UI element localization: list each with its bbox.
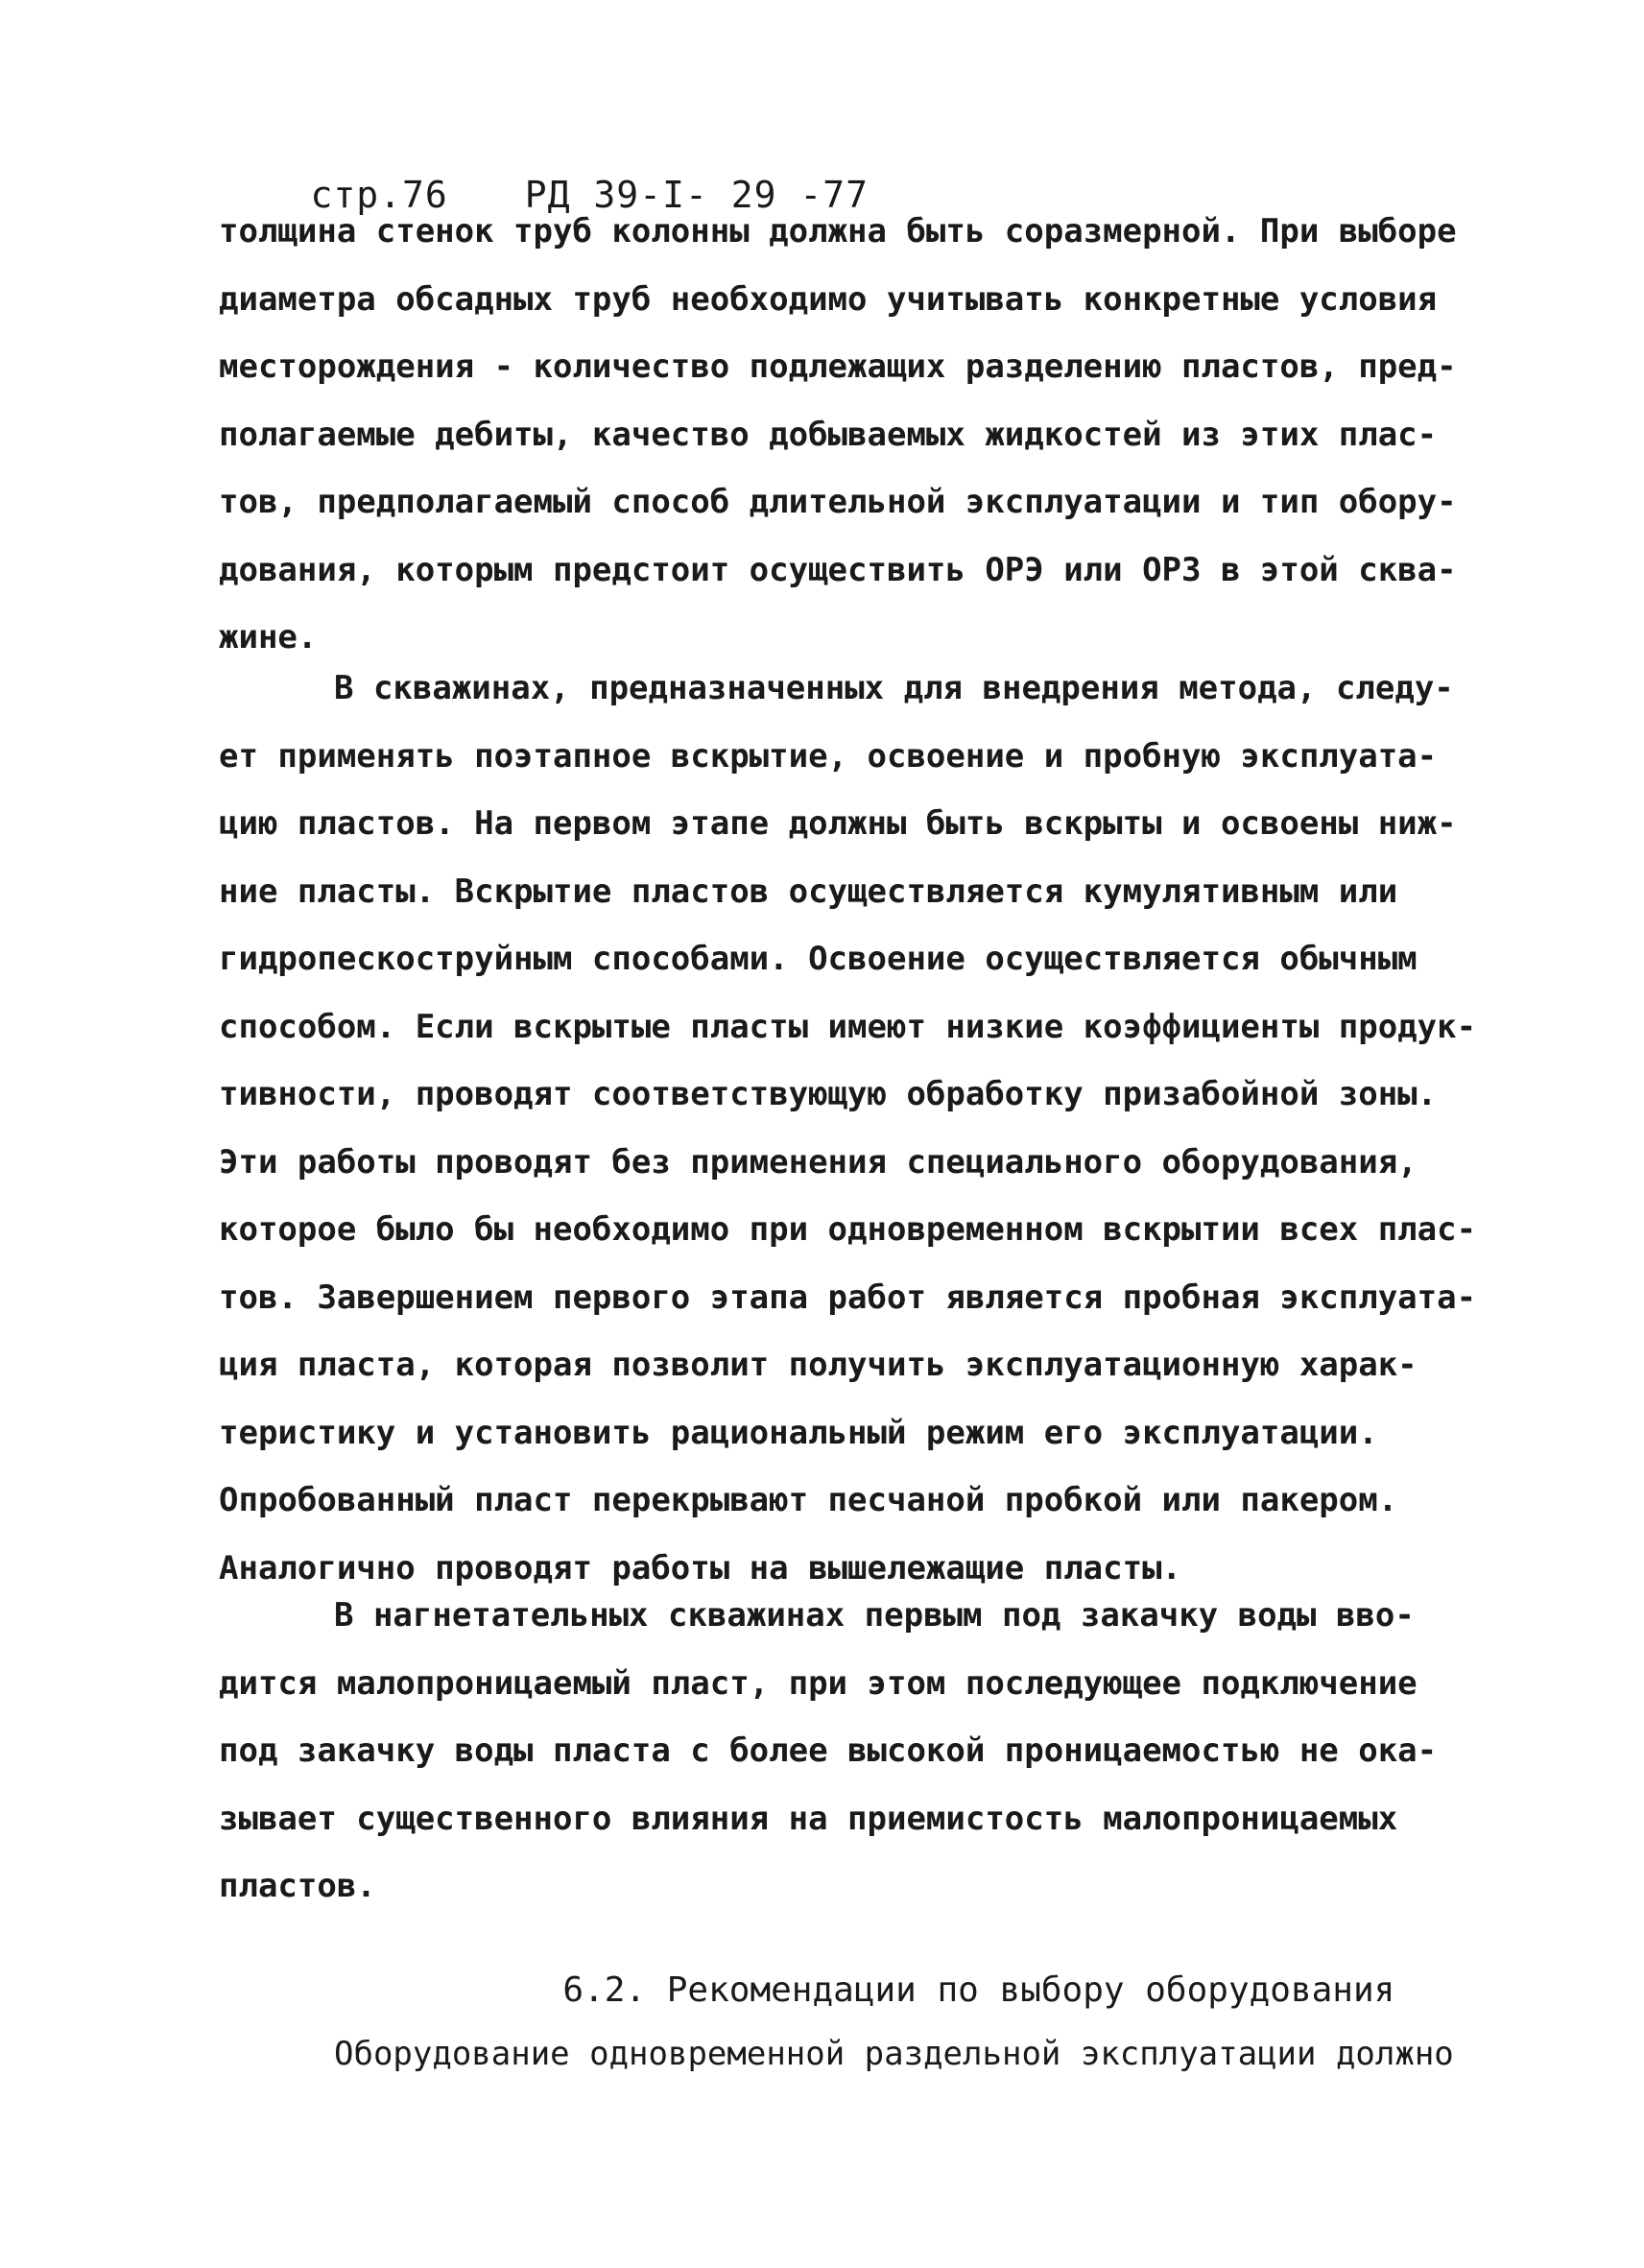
paragraph-2 [219, 655, 1476, 1602]
text-line: Аналогично проводят работы на вышележащие пласты. [219, 1548, 1182, 1588]
text-line: ция пласта, которая позволит получить эксплуатационную харак- [219, 1346, 1418, 1384]
text-line: цию пластов. На первом этапе должны быть вскрыты и освоены ниж- [219, 804, 1457, 843]
text-line: которое было бы необходимо при одновременном вскрытии всех плас- [219, 1210, 1477, 1249]
text-line: жине. [219, 618, 318, 657]
text-line: дования, которым предстоит осуществить ОРЭ или ОРЗ в этой сква- [219, 550, 1457, 589]
text-line: дится малопроницаемый пласт, при этом последующее подключение [219, 1663, 1418, 1703]
text-line: способом. Если вскрытые пласты имеют низкие коэффициенты продук- [219, 1007, 1477, 1046]
paragraph-4 [219, 2020, 1476, 2089]
text-line: тов, предполагаемый способ длительной эксплуатации и тип обору- [219, 483, 1457, 521]
text-line: тивности, проводят соответствующую обработку призабойной зоны. [219, 1075, 1438, 1113]
text-line: зывает существенного влияния на приемистость малопроницаемых [219, 1799, 1398, 1838]
text-line: месторождения - количество подлежащих разделению пластов, пред- [219, 347, 1457, 386]
text-line: ние пласты. Вскрытие пластов осуществляется кумулятивным или [219, 871, 1398, 911]
paragraph-1 [219, 198, 1476, 672]
text-line: Эти работы проводят без применения специального оборудования, [219, 1142, 1418, 1182]
text-line: теристику и установить рациональный режим его эксплуатации. [219, 1413, 1378, 1452]
text-line: полагаемые дебиты, качество добываемых жидкостей из этих плас- [219, 415, 1438, 454]
text-line: гидропескоструйным способами. Освоение осуществляется обычным [219, 940, 1418, 978]
text-line: пластов. [219, 1867, 376, 1905]
text-line: Опробованный пласт перекрывают песчаной пробкой или пакером. [219, 1481, 1398, 1519]
text-line: В нагнетательных скважинах первым под закачку воды вво- [334, 1596, 1415, 1635]
document-code: РД 39-I- 29 -77 [524, 174, 869, 216]
paragraph-3 [219, 1582, 1476, 1921]
text-line: толщина стенок труб колонны должна быть соразмерной. При выборе [219, 212, 1457, 251]
text-line: тов. Завершением первого этапа работ является пробная эксплуата- [219, 1277, 1477, 1317]
text-line: под закачку воды пласта с более высокой проницаемостью не ока- [219, 1731, 1438, 1770]
section-heading-text: 6.2. Рекомендации по выбору оборудования [562, 1970, 1395, 2010]
page-number: стр.76 [310, 174, 448, 216]
text-line: В скважинах, предназначенных для внедрения метода, следу- [334, 669, 1454, 707]
text-line: ет применять поэтапное вскрытие, освоение и пробную эксплуата- [219, 736, 1438, 776]
text-line: Оборудование одновременной раздельной эксплуатации должно [334, 2035, 1454, 2073]
text-line: диаметра обсадных труб необходимо учитывать конкретные условия [219, 279, 1438, 319]
